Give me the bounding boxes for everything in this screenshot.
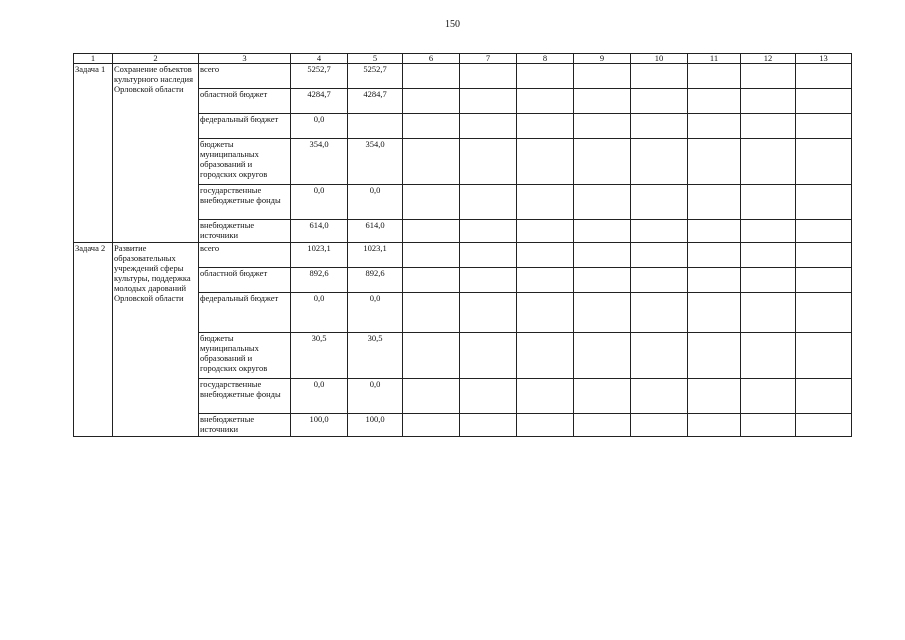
empty-cell bbox=[574, 268, 631, 293]
empty-cell bbox=[460, 220, 517, 243]
empty-cell bbox=[460, 89, 517, 114]
value-col4: 1023,1 bbox=[291, 243, 348, 268]
empty-cell bbox=[574, 185, 631, 220]
empty-cell bbox=[517, 293, 574, 333]
column-header: 6 bbox=[403, 54, 460, 64]
empty-cell bbox=[517, 243, 574, 268]
empty-cell bbox=[403, 89, 460, 114]
value-col5 bbox=[348, 114, 403, 139]
column-header: 5 bbox=[348, 54, 403, 64]
column-header: 10 bbox=[631, 54, 688, 64]
value-col4: 354,0 bbox=[291, 139, 348, 185]
empty-cell bbox=[403, 220, 460, 243]
empty-cell bbox=[574, 64, 631, 89]
value-col5: 354,0 bbox=[348, 139, 403, 185]
empty-cell bbox=[574, 293, 631, 333]
empty-cell bbox=[574, 220, 631, 243]
empty-cell bbox=[460, 243, 517, 268]
value-col5: 0,0 bbox=[348, 293, 403, 333]
empty-cell bbox=[688, 139, 741, 185]
empty-cell bbox=[796, 333, 852, 379]
empty-cell bbox=[460, 114, 517, 139]
empty-cell bbox=[631, 64, 688, 89]
empty-cell bbox=[574, 333, 631, 379]
column-header: 1 bbox=[74, 54, 113, 64]
empty-cell bbox=[517, 114, 574, 139]
funding-source: внебюджетные источники bbox=[199, 220, 291, 243]
empty-cell bbox=[460, 268, 517, 293]
empty-cell bbox=[741, 414, 796, 437]
empty-cell bbox=[574, 89, 631, 114]
empty-cell bbox=[403, 293, 460, 333]
value-col5: 4284,7 bbox=[348, 89, 403, 114]
empty-cell bbox=[796, 220, 852, 243]
empty-cell bbox=[688, 379, 741, 414]
column-header: 12 bbox=[741, 54, 796, 64]
empty-cell bbox=[688, 243, 741, 268]
empty-cell bbox=[517, 414, 574, 437]
empty-cell bbox=[460, 64, 517, 89]
funding-source: федеральный бюджет bbox=[199, 114, 291, 139]
task-title: Сохранение объектов культурного наследия Орловской области bbox=[113, 64, 199, 243]
column-header: 3 bbox=[199, 54, 291, 64]
value-col5: 1023,1 bbox=[348, 243, 403, 268]
page-number: 150 bbox=[445, 19, 460, 30]
empty-cell bbox=[460, 139, 517, 185]
empty-cell bbox=[796, 64, 852, 89]
empty-cell bbox=[517, 139, 574, 185]
empty-cell bbox=[688, 185, 741, 220]
empty-cell bbox=[688, 333, 741, 379]
empty-cell bbox=[631, 293, 688, 333]
value-col5: 5252,7 bbox=[348, 64, 403, 89]
empty-cell bbox=[741, 89, 796, 114]
empty-cell bbox=[741, 243, 796, 268]
empty-cell bbox=[403, 185, 460, 220]
task-title: Развитие образовательных учреждений сферы культуры, поддержка молодых дарований Орловской области bbox=[113, 243, 199, 437]
value-col4: 5252,7 bbox=[291, 64, 348, 89]
empty-cell bbox=[796, 268, 852, 293]
empty-cell bbox=[517, 379, 574, 414]
table-row bbox=[74, 243, 852, 268]
value-col5: 0,0 bbox=[348, 379, 403, 414]
empty-cell bbox=[688, 293, 741, 333]
value-col4: 100,0 bbox=[291, 414, 348, 437]
empty-cell bbox=[688, 268, 741, 293]
column-header: 4 bbox=[291, 54, 348, 64]
value-col4: 0,0 bbox=[291, 379, 348, 414]
value-col5: 100,0 bbox=[348, 414, 403, 437]
funding-source: всего bbox=[199, 243, 291, 268]
empty-cell bbox=[741, 379, 796, 414]
empty-cell bbox=[460, 414, 517, 437]
value-col4: 30,5 bbox=[291, 333, 348, 379]
empty-cell bbox=[460, 293, 517, 333]
empty-cell bbox=[688, 64, 741, 89]
empty-cell bbox=[741, 293, 796, 333]
empty-cell bbox=[631, 414, 688, 437]
column-header: 9 bbox=[574, 54, 631, 64]
table-row bbox=[74, 64, 852, 89]
empty-cell bbox=[574, 414, 631, 437]
empty-cell bbox=[517, 220, 574, 243]
empty-cell bbox=[631, 379, 688, 414]
empty-cell bbox=[796, 185, 852, 220]
empty-cell bbox=[631, 89, 688, 114]
empty-cell bbox=[403, 414, 460, 437]
empty-cell bbox=[403, 64, 460, 89]
empty-cell bbox=[403, 114, 460, 139]
column-header: 13 bbox=[796, 54, 852, 64]
empty-cell bbox=[517, 64, 574, 89]
empty-cell bbox=[796, 114, 852, 139]
empty-cell bbox=[517, 185, 574, 220]
empty-cell bbox=[403, 243, 460, 268]
empty-cell bbox=[631, 185, 688, 220]
column-header: 2 bbox=[113, 54, 199, 64]
column-number-row bbox=[74, 54, 852, 64]
empty-cell bbox=[796, 379, 852, 414]
empty-cell bbox=[796, 139, 852, 185]
funding-source: государственные внебюджетные фонды bbox=[199, 185, 291, 220]
column-header: 7 bbox=[460, 54, 517, 64]
value-col4: 892,6 bbox=[291, 268, 348, 293]
empty-cell bbox=[574, 379, 631, 414]
value-col4: 614,0 bbox=[291, 220, 348, 243]
empty-cell bbox=[688, 89, 741, 114]
funding-source: областной бюджет bbox=[199, 89, 291, 114]
empty-cell bbox=[631, 333, 688, 379]
empty-cell bbox=[631, 243, 688, 268]
task-code: Задача 1 bbox=[74, 64, 113, 243]
empty-cell bbox=[403, 268, 460, 293]
empty-cell bbox=[796, 243, 852, 268]
funding-source: внебюджетные источники bbox=[199, 414, 291, 437]
empty-cell bbox=[460, 333, 517, 379]
task-code: Задача 2 bbox=[74, 243, 113, 437]
empty-cell bbox=[517, 333, 574, 379]
funding-source: областной бюджет bbox=[199, 268, 291, 293]
empty-cell bbox=[688, 220, 741, 243]
funding-source: государственные внебюджетные фонды bbox=[199, 379, 291, 414]
empty-cell bbox=[796, 89, 852, 114]
column-header: 8 bbox=[517, 54, 574, 64]
value-col5: 614,0 bbox=[348, 220, 403, 243]
column-header: 11 bbox=[688, 54, 741, 64]
empty-cell bbox=[460, 185, 517, 220]
funding-source: всего bbox=[199, 64, 291, 89]
funding-source: бюджеты муниципальных образований и городских округов bbox=[199, 139, 291, 185]
empty-cell bbox=[796, 293, 852, 333]
empty-cell bbox=[741, 64, 796, 89]
empty-cell bbox=[631, 268, 688, 293]
empty-cell bbox=[796, 414, 852, 437]
empty-cell bbox=[741, 220, 796, 243]
empty-cell bbox=[688, 114, 741, 139]
value-col4: 0,0 bbox=[291, 293, 348, 333]
empty-cell bbox=[574, 243, 631, 268]
empty-cell bbox=[688, 414, 741, 437]
empty-cell bbox=[517, 89, 574, 114]
funding-source: федеральный бюджет bbox=[199, 293, 291, 333]
empty-cell bbox=[574, 139, 631, 185]
empty-cell bbox=[741, 139, 796, 185]
funding-source: бюджеты муниципальных образований и городских округов bbox=[199, 333, 291, 379]
empty-cell bbox=[517, 268, 574, 293]
empty-cell bbox=[631, 139, 688, 185]
empty-cell bbox=[741, 333, 796, 379]
empty-cell bbox=[403, 333, 460, 379]
empty-cell bbox=[403, 139, 460, 185]
value-col5: 30,5 bbox=[348, 333, 403, 379]
empty-cell bbox=[631, 220, 688, 243]
value-col5: 0,0 bbox=[348, 185, 403, 220]
empty-cell bbox=[741, 185, 796, 220]
value-col5: 892,6 bbox=[348, 268, 403, 293]
empty-cell bbox=[741, 114, 796, 139]
value-col4: 0,0 bbox=[291, 185, 348, 220]
budget-table bbox=[73, 53, 852, 437]
empty-cell bbox=[403, 379, 460, 414]
value-col4: 0,0 bbox=[291, 114, 348, 139]
empty-cell bbox=[460, 379, 517, 414]
empty-cell bbox=[574, 114, 631, 139]
empty-cell bbox=[741, 268, 796, 293]
empty-cell bbox=[631, 114, 688, 139]
value-col4: 4284,7 bbox=[291, 89, 348, 114]
